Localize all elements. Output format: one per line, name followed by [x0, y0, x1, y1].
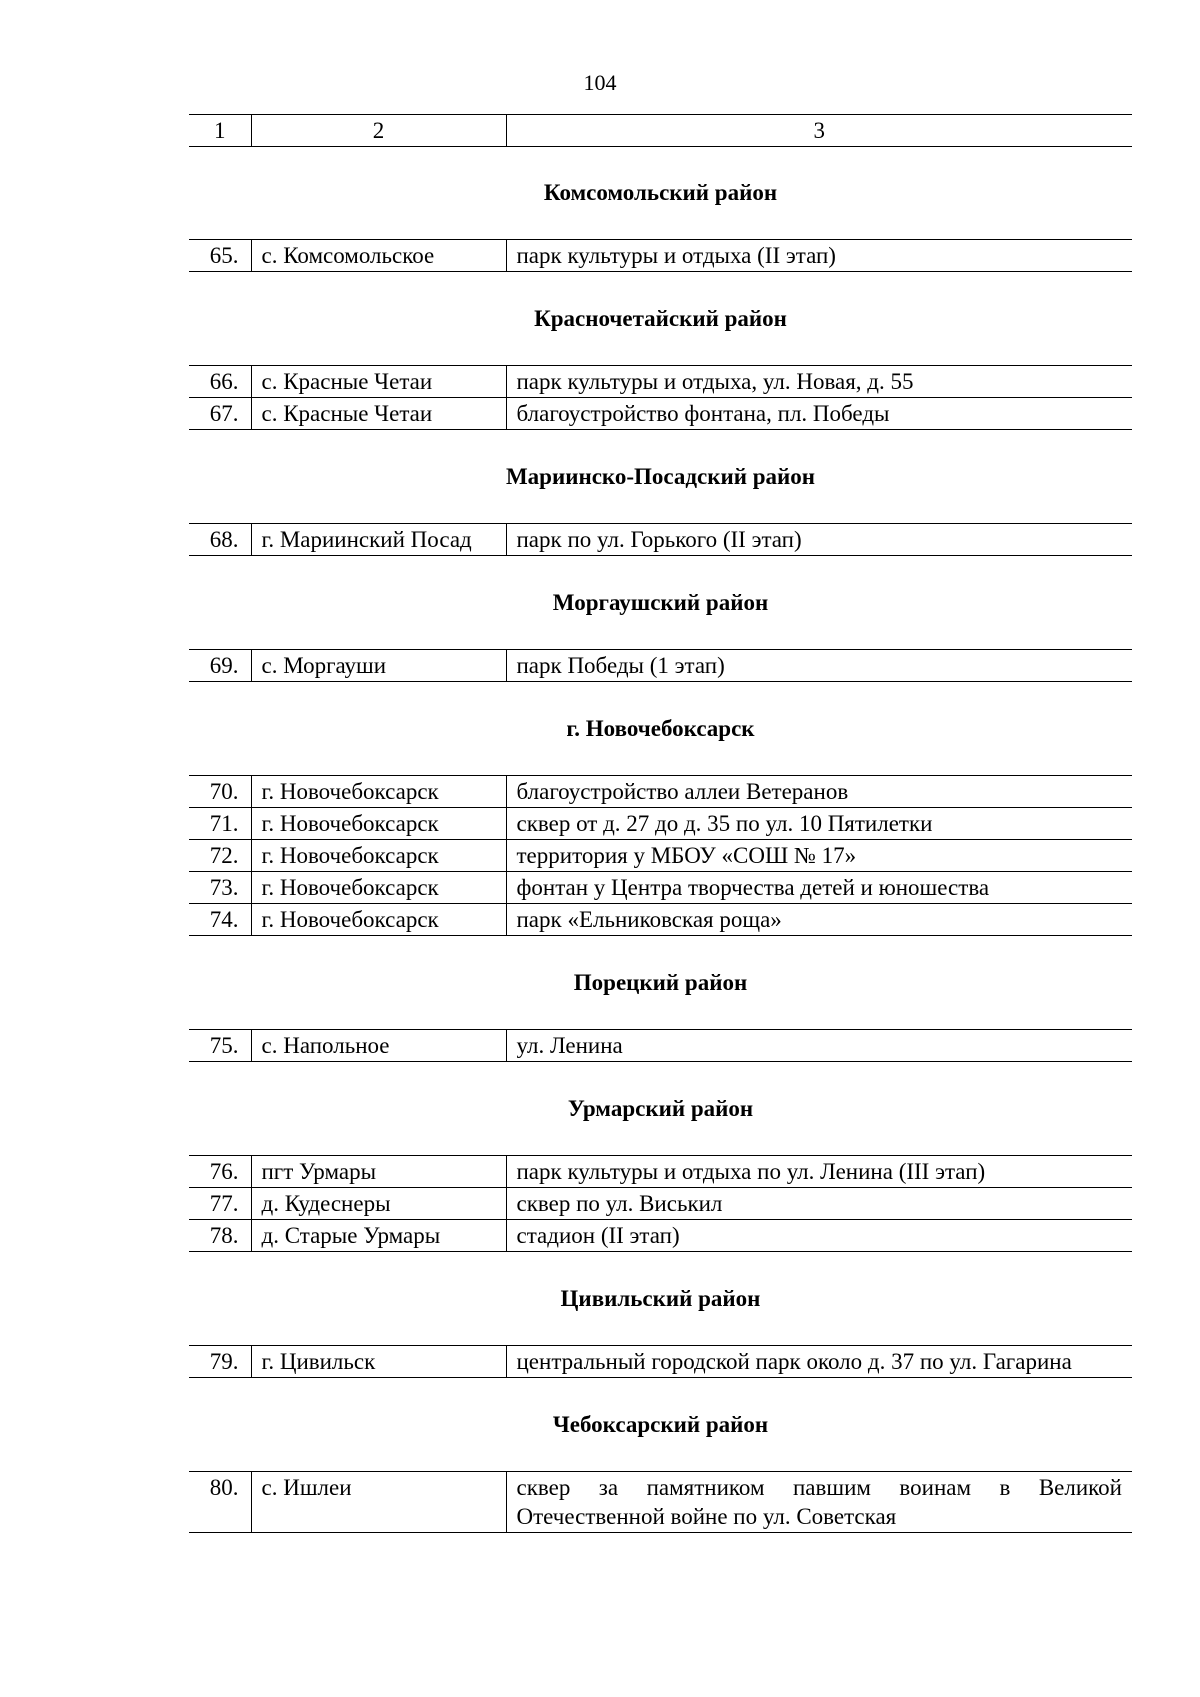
table-row [189, 240, 1132, 272]
row-number: 78. [189, 1220, 251, 1252]
row-place: г. Мариинский Посад [251, 524, 506, 556]
row-place: г. Новочебоксарск [251, 904, 506, 936]
row-number: 69. [189, 650, 251, 682]
district-section [189, 1252, 1132, 1378]
district-heading: Моргаушский район [552, 590, 769, 615]
row-number: 80. [189, 1472, 251, 1533]
row-number: 65. [189, 240, 251, 272]
district-section [189, 556, 1132, 682]
table-row [189, 1220, 1132, 1252]
row-place: г. Цивильск [251, 1346, 506, 1378]
row-number: 72. [189, 840, 251, 872]
district-table [189, 1029, 1132, 1062]
row-place: с. Красные Четаи [251, 366, 506, 398]
district-section [189, 936, 1132, 1062]
district-heading: Мариинско-Посадский район [505, 464, 816, 489]
row-object: парк культуры и отдыха по ул. Ленина (III этап) [506, 1156, 1132, 1188]
district-table [189, 239, 1132, 272]
table-header-row [189, 115, 1132, 147]
row-number: 76. [189, 1156, 251, 1188]
table-row [189, 1472, 1132, 1533]
row-object: парк «Ельниковская роща» [506, 904, 1132, 936]
district-section [189, 147, 1132, 272]
district-table [189, 649, 1132, 682]
row-object: парк по ул. Горького (II этап) [506, 524, 1132, 556]
district-sections [189, 147, 1132, 1533]
row-object: стадион (II этап) [506, 1220, 1132, 1252]
table-row [189, 872, 1132, 904]
row-number: 68. [189, 524, 251, 556]
district-heading: Порецкий район [573, 970, 748, 995]
header-cell-1: 1 [189, 115, 251, 147]
row-object: ул. Ленина [506, 1030, 1132, 1062]
row-number: 71. [189, 808, 251, 840]
table-row [189, 1188, 1132, 1220]
district-table [189, 365, 1132, 430]
table-row [189, 398, 1132, 430]
row-number: 77. [189, 1188, 251, 1220]
table-row [189, 808, 1132, 840]
table-row [189, 1156, 1132, 1188]
row-place: г. Новочебоксарск [251, 840, 506, 872]
row-number: 73. [189, 872, 251, 904]
table-row [189, 1346, 1132, 1378]
table-row [189, 1030, 1132, 1062]
row-place: г. Новочебоксарск [251, 872, 506, 904]
row-place: д. Кудеснеры [251, 1188, 506, 1220]
district-table [189, 523, 1132, 556]
row-place: пгт Урмары [251, 1156, 506, 1188]
row-place: д. Старые Урмары [251, 1220, 506, 1252]
row-object: фонтан у Центра творчества детей и юношества [506, 872, 1132, 904]
row-number: 74. [189, 904, 251, 936]
table-row [189, 840, 1132, 872]
row-place: с. Красные Четаи [251, 398, 506, 430]
district-section [189, 682, 1132, 936]
district-heading: Урмарский район [567, 1096, 754, 1121]
district-heading: Красночетайский район [534, 306, 787, 331]
row-place: с. Моргауши [251, 650, 506, 682]
row-place: г. Новочебоксарск [251, 808, 506, 840]
row-place: с. Комсомольское [251, 240, 506, 272]
page-number: 104 [583, 70, 617, 95]
row-object: сквер от д. 27 до д. 35 по ул. 10 Пятилетки [506, 808, 1132, 840]
row-place: с. Ишлеи [251, 1472, 506, 1533]
row-object: благоустройство аллеи Ветеранов [506, 776, 1132, 808]
row-object: парк Победы (1 этап) [506, 650, 1132, 682]
row-place: г. Новочебоксарск [251, 776, 506, 808]
district-table [189, 1345, 1132, 1378]
table-row [189, 776, 1132, 808]
district-section [189, 1062, 1132, 1252]
district-table [189, 775, 1132, 936]
table-row [189, 904, 1132, 936]
row-object: благоустройство фонтана, пл. Победы [506, 398, 1132, 430]
row-object: парк культуры и отдыха (II этап) [506, 240, 1132, 272]
district-heading: г. Новочебоксарск [566, 716, 755, 741]
row-object: сквер за памятником павшим воинам в Великой Отечественной войне по ул. Советская [506, 1472, 1132, 1533]
row-number: 79. [189, 1346, 251, 1378]
row-number: 70. [189, 776, 251, 808]
district-section [189, 272, 1132, 430]
row-object: парк культуры и отдыха, ул. Новая, д. 55 [506, 366, 1132, 398]
header-cell-2: 2 [251, 115, 506, 147]
district-heading: Чебоксарский район [552, 1412, 769, 1437]
row-object: территория у МБОУ «СОШ № 17» [506, 840, 1132, 872]
row-number: 67. [189, 398, 251, 430]
table-header [189, 114, 1132, 147]
district-heading: Комсомольский район [543, 180, 778, 205]
district-section [189, 1378, 1132, 1533]
row-number: 66. [189, 366, 251, 398]
table-row [189, 524, 1132, 556]
header-cell-3: 3 [506, 115, 1132, 147]
document-body [189, 114, 1132, 1533]
district-heading: Цивильский район [560, 1286, 761, 1311]
district-section [189, 430, 1132, 556]
row-object: сквер по ул. Виськил [506, 1188, 1132, 1220]
row-place: с. Напольное [251, 1030, 506, 1062]
row-object: центральный городской парк около д. 37 по ул. Гагарина [506, 1346, 1132, 1378]
table-row [189, 366, 1132, 398]
district-table [189, 1155, 1132, 1252]
district-table [189, 1471, 1132, 1533]
table-row [189, 650, 1132, 682]
row-number: 75. [189, 1030, 251, 1062]
